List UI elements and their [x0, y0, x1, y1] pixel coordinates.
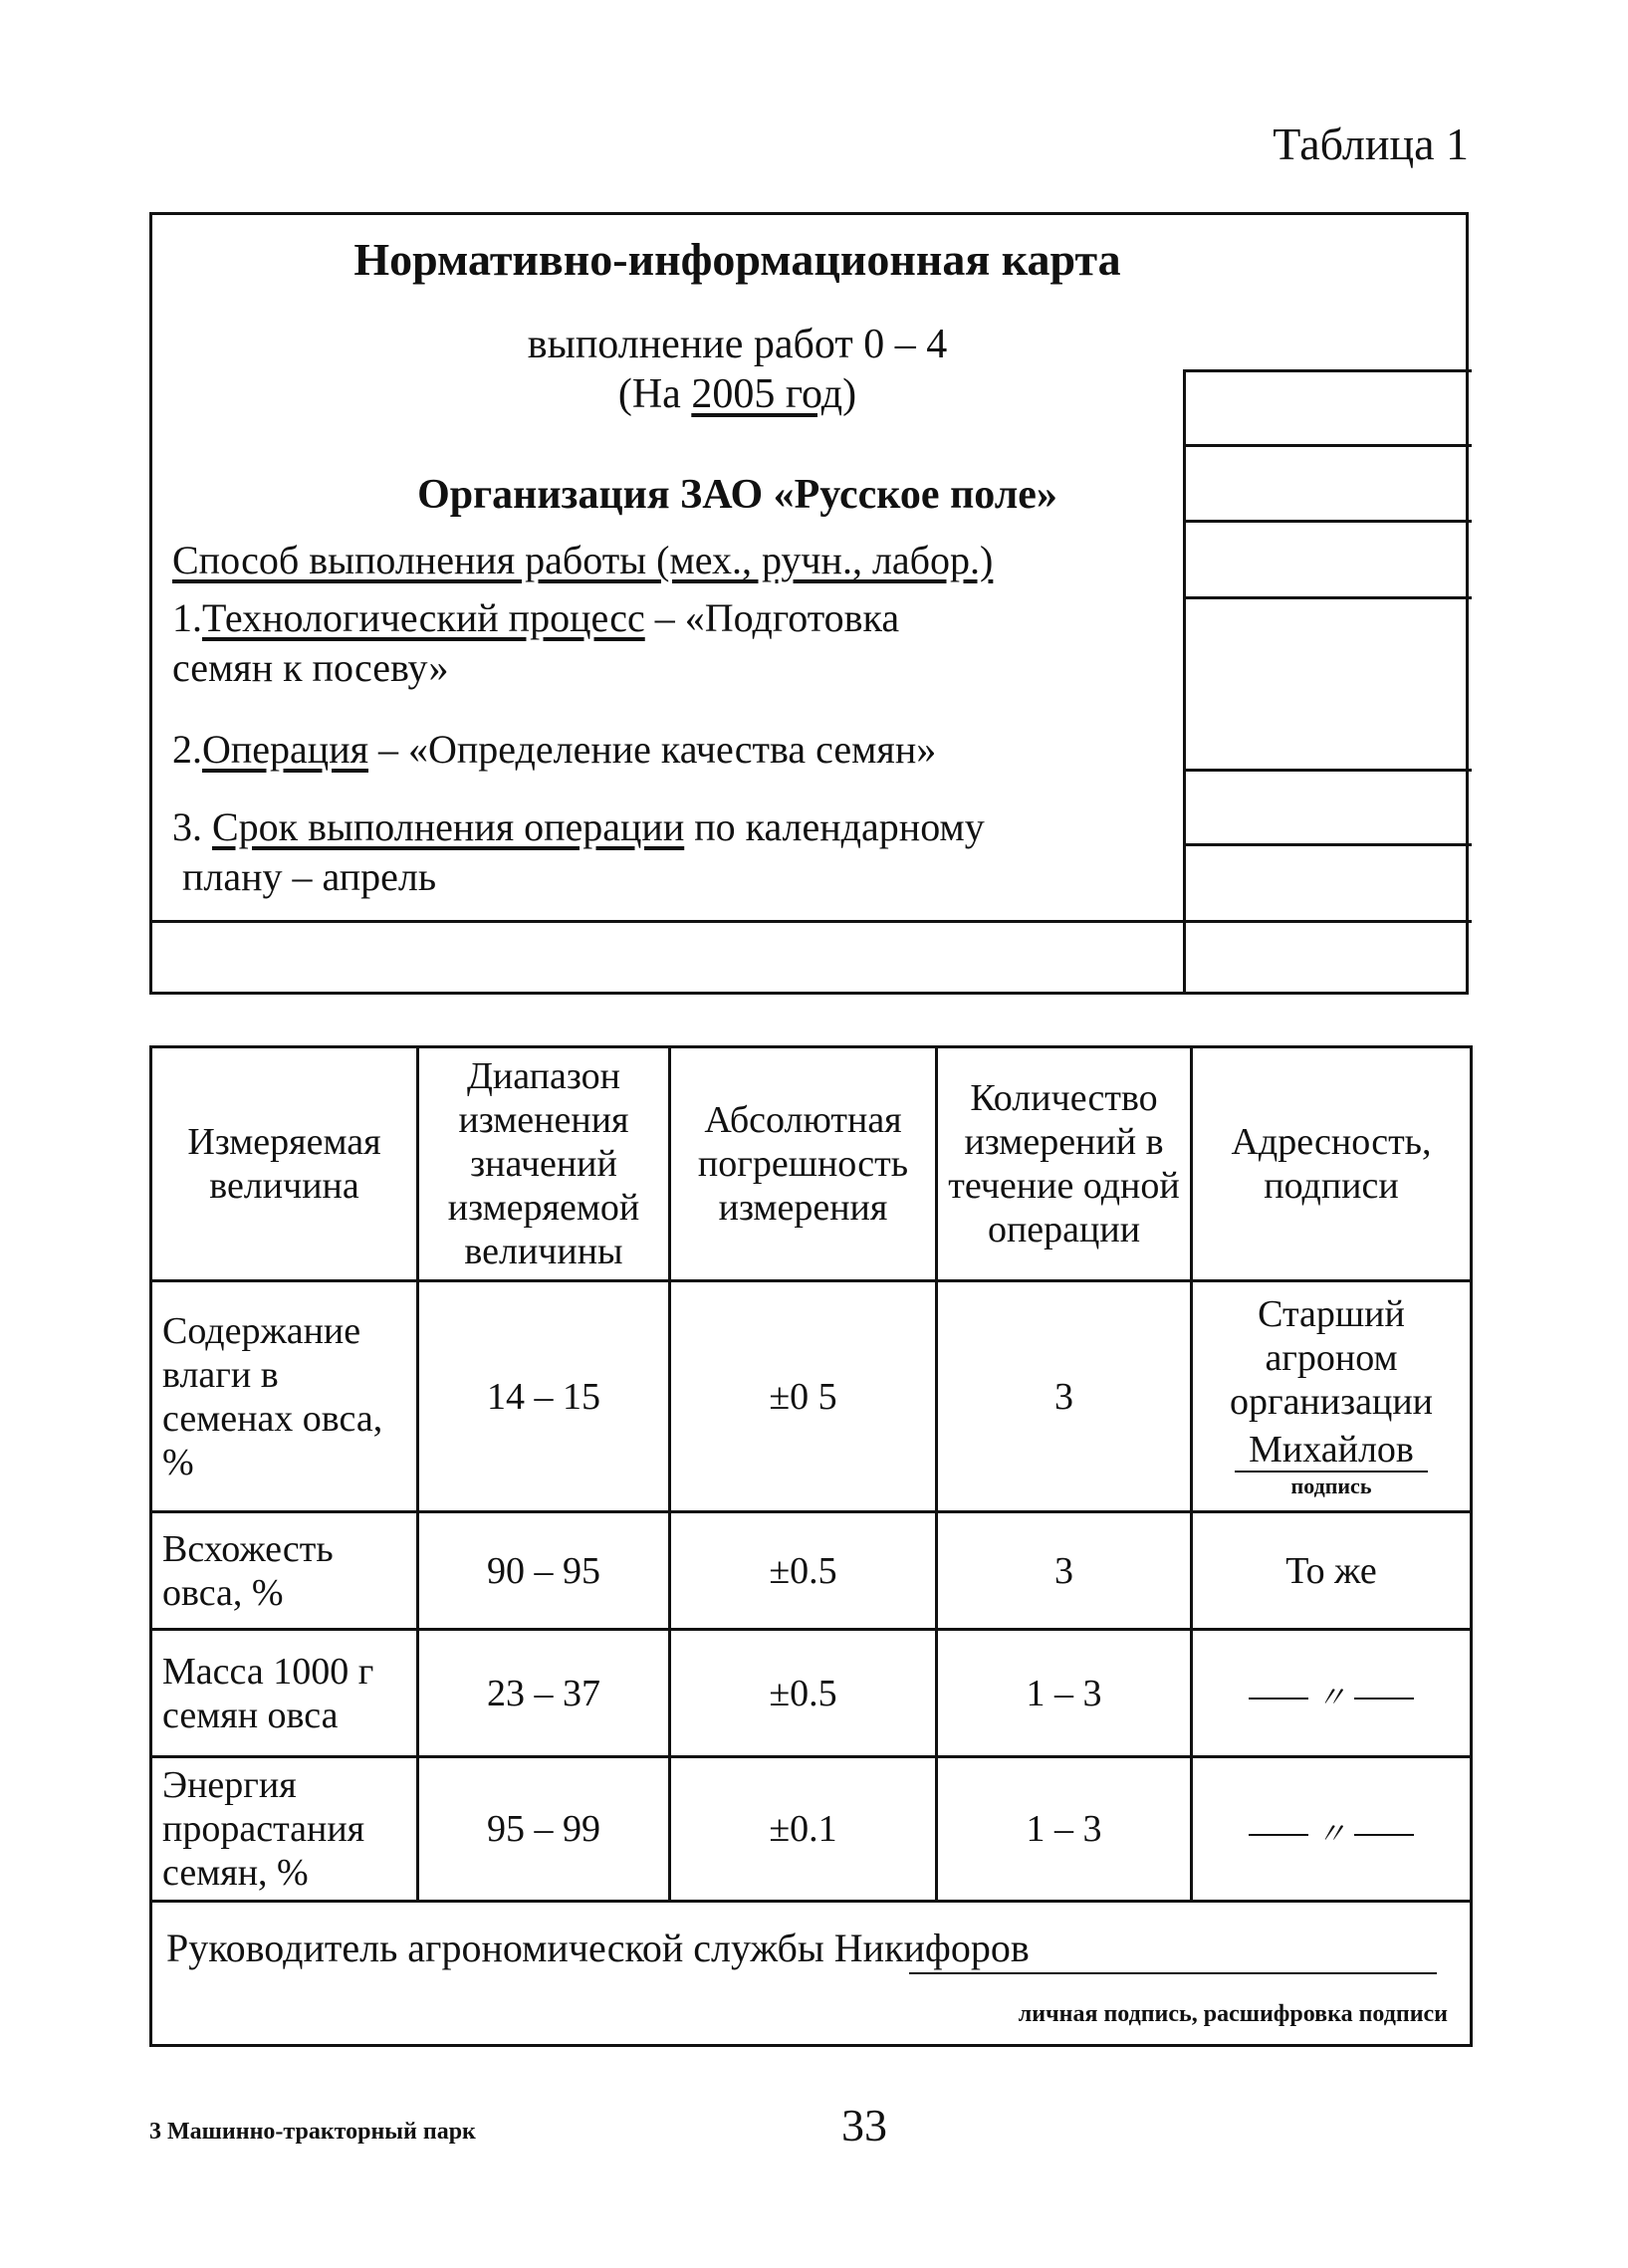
approval-box [1186, 520, 1472, 523]
measurements-table [149, 1045, 1473, 2047]
row-error: ±0.1 [670, 1757, 937, 1902]
head-signature-caption: личная подпись, расшифровка подписи [1018, 2001, 1448, 2027]
approval-box [1186, 769, 1472, 772]
running-footer: 3 Машинно-тракторный парк [149, 2119, 476, 2145]
signer-name: Михайлов [1235, 1429, 1428, 1473]
row-range: 23 – 37 [418, 1630, 670, 1757]
table-row [151, 1630, 1472, 1757]
row-count: 1 – 3 [937, 1757, 1192, 1902]
table-header-row [151, 1047, 1472, 1281]
approval-box [1186, 843, 1472, 846]
row-count: 3 [937, 1281, 1192, 1512]
row-error: ±0.5 [670, 1630, 937, 1757]
subtitle-line1: выполнение работ 0 – 4 [527, 322, 948, 367]
approval-boxes [1183, 369, 1472, 995]
signature-caption: подпись [1290, 1474, 1372, 1498]
row-signature: То же [1192, 1512, 1472, 1630]
card-divider [152, 920, 1183, 923]
row-signature [1192, 1757, 1472, 1902]
row-quantity: Содержание влаги в семенах овса, % [151, 1281, 418, 1512]
row-error: ±0 5 [670, 1281, 937, 1512]
table-row [151, 1281, 1472, 1512]
row-range: 90 – 95 [418, 1512, 670, 1630]
header-count: Количество измерений в течение одной операции [937, 1047, 1192, 1281]
head-signature-line [156, 1903, 1466, 1970]
ditto-mark: 〃 [1249, 1813, 1414, 1857]
header-error: Абсолютная погрешность измерения [670, 1047, 937, 1281]
signer-title: Старший агроном организации [1229, 1293, 1433, 1423]
page-number: 33 [841, 2100, 887, 2151]
row-count: 3 [937, 1512, 1192, 1630]
row-range: 95 – 99 [418, 1757, 670, 1902]
head-signature-cell [151, 1902, 1472, 2046]
header-range: Диапазон изменения значений измеряемой величины [418, 1047, 670, 1281]
table-row [151, 1757, 1472, 1902]
card-title: Нормативно-информационная карта [353, 234, 1121, 285]
signature-rule [909, 1972, 1437, 1974]
approval-box [1186, 596, 1472, 599]
row-signature [1192, 1630, 1472, 1757]
header-signatures: Адресность, подписи [1192, 1047, 1472, 1281]
row-quantity: Энергия прорастания семян, % [151, 1757, 418, 1902]
row-quantity: Всхожесть овса, % [151, 1512, 418, 1630]
head-name: Никифоров [833, 1926, 1030, 1970]
item-deadline: 3. Срок выполнения операции по календарному плану – апрель [172, 804, 985, 899]
row-count: 1 – 3 [937, 1630, 1192, 1757]
header-quantity: Измеряемая величина [151, 1047, 418, 1281]
subtitle-year: 2005 год [691, 371, 843, 417]
approval-box [1186, 920, 1472, 923]
table-row [151, 1512, 1472, 1630]
item-operation: 2.Операция – «Определение качества семян» [172, 727, 937, 772]
approval-box [1186, 369, 1472, 372]
item-tech-process: 1.Технологический процесс – «Подготовка семян к посеву» [172, 595, 900, 690]
work-method: Способ выполнения работы (мех., ручн., лабор.) [172, 538, 994, 582]
approval-box [1186, 444, 1472, 447]
row-range: 14 – 15 [418, 1281, 670, 1512]
head-label: Руководитель агрономической службы [166, 1926, 824, 1970]
row-quantity: Масса 1000 г семян овса [151, 1630, 418, 1757]
ditto-mark: 〃 [1249, 1677, 1414, 1720]
table-caption: Таблица 1 [1273, 118, 1469, 169]
info-card [149, 212, 1469, 995]
organization-name: Организация ЗАО «Русское поле» [417, 472, 1057, 518]
footer-row [151, 1902, 1472, 2046]
row-error: ±0.5 [670, 1512, 937, 1630]
card-subtitle [152, 320, 1322, 419]
subtitle-line2: (На 2005 год) [617, 371, 857, 417]
row-signature [1192, 1281, 1472, 1512]
